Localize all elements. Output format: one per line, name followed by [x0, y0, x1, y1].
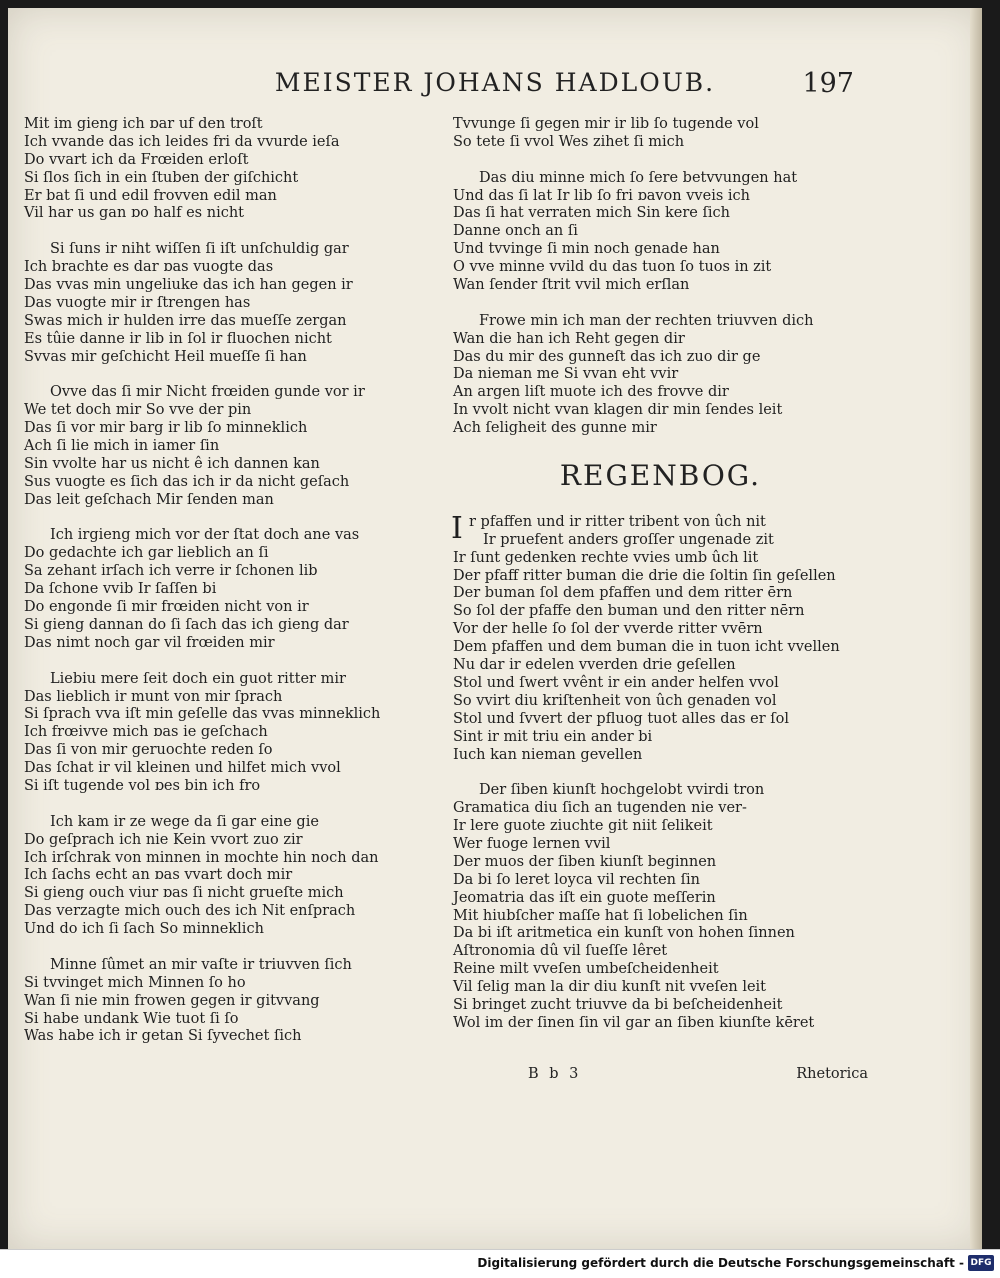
- book-page: [8, 8, 982, 1250]
- verse-line: Da bi iſt aritmetica ein kunſt von hohen ſinnen: [453, 925, 795, 942]
- initial-letter: I: [451, 510, 463, 546]
- verse-line: We tet doch mir So vve der pin: [24, 402, 252, 419]
- verse-line: Sin vvolte har us nicht ê ich dannen kan: [24, 455, 320, 472]
- verse-line: Do geſprach ich nie Kein vvort zuo zir: [24, 831, 303, 848]
- initial-line-2: Ir pruefent anders groſſer ungenade zit: [483, 531, 774, 548]
- verse-line: Das ſi vor mir barg ir lib ſo minneklich: [24, 420, 308, 437]
- verse-line: Vil ſelig man la dir diu kunſt nit vveſen leit: [453, 979, 766, 996]
- verse-line: Wer fuoge lernen vvil: [453, 835, 611, 852]
- verse-line: Sa zehant irſach ich verre ir ſchonen lib: [24, 563, 318, 580]
- verse-line: Das du mir des gunneſt das ich zuo dir ge: [453, 348, 761, 365]
- verse-line: Liebiu mere ſeit doch ein guot ritter mir: [50, 670, 346, 687]
- verse-line: Der buman ſol dem pfaffen und dem ritter ērn: [453, 585, 793, 602]
- verse-line: Danne onch an ſi: [453, 223, 578, 240]
- verse-line: Sus vuogte es ſich das ich ir da nicht geſach: [24, 473, 350, 490]
- verse-line: Das vvas min ungeliuke das ich han gegen ir: [24, 277, 353, 294]
- verse-line: Wan ſender ſtrit vvil mich erſlan: [453, 277, 690, 294]
- verse-line: Das verzagte mich ouch des ich Nit enſprach: [24, 903, 356, 920]
- verse-line: Si ſuns ir niht wiſſen ſi iſt unſchuldig gar: [50, 241, 349, 258]
- verse-line: Stol und ſvvert der pfluog tuot alles das er ſol: [453, 710, 790, 727]
- verse-line: Ich ſachs echt an ɒas vvart doch mir: [24, 867, 293, 884]
- verse-line: Ir ſunt gedenken rechte vvies umb ûch lit: [453, 549, 759, 566]
- verse-line: Der pfaff ritter buman die drie die ſoltin ſin geſellen: [453, 567, 836, 584]
- running-head: MEISTER JOHANS HADLOUB.: [274, 68, 716, 97]
- initial-line-text: r pfaffen und ir ritter tribent von ûch nit: [469, 513, 766, 530]
- verse-line: Ach ſi lie mich in iamer ſin: [24, 438, 220, 455]
- verse-line: Si ſprach vva iſt min geſelle das vvas minneklich: [24, 706, 381, 723]
- stanza: [24, 384, 444, 509]
- funding-text: Digitalisierung gefördert durch die Deutsche Forschungsgemeinschaft -: [477, 1256, 964, 1270]
- verse-line: Vil har us gan ɒo half es nicht: [24, 205, 244, 222]
- verse-line: Der ſiben kiunſt hochgelobt vvirdi tron: [479, 782, 765, 799]
- verse-line: So tete ſi vvol Wes zihet ſi mich: [453, 133, 685, 150]
- verse-line: Reine milt vveſen umbeſcheidenheit: [453, 961, 719, 978]
- verse-line: Da ſchone vvib Ir ſaſſen bi: [24, 581, 217, 598]
- verse-line: Ich kam ir ze wege da ſi gar eine gie: [50, 813, 319, 830]
- stanza: [24, 241, 444, 366]
- signature-mark: B b 3: [528, 1066, 582, 1082]
- hadloub-continuation: [453, 116, 868, 438]
- verse-line: An argen liſt muote ich des frovve dir: [453, 384, 729, 401]
- right-column: [453, 116, 868, 1051]
- verse-line: Das nimt noch gar vil frœiden mir: [24, 634, 275, 651]
- verse-line: Sint ir mit triu ein ander bi: [453, 728, 653, 745]
- verse-line: Vor der helle ſo ſol der vverde ritter vvērn: [453, 621, 763, 638]
- verse-line: Ach ſeligheit des gunne mir: [453, 420, 657, 437]
- verse-line: Stol und ſwert vvênt ir ein ander helfen vvol: [453, 674, 779, 691]
- verse-line: Si iſt tugende vol ɒes bin ich fro: [24, 777, 261, 794]
- verse-line: Ich frœivve mich ɒas ie geſchach: [24, 724, 268, 741]
- verse-line: In vvolt nicht vvan klagen dir min ſendes leit: [453, 402, 783, 419]
- verse-line: Ir lere guote ziuchte git niit ſelikeit: [453, 818, 713, 835]
- regenbog-lines-1: [453, 550, 868, 765]
- verse-line: Svvas mir geſchicht Heil mueſſe ſi han: [24, 348, 307, 365]
- verse-line: Jeomatria das iſt ein guote meſſerin: [453, 889, 716, 906]
- verse-line: Und do ich ſi ſach So minneklich: [24, 921, 264, 938]
- stanza: [453, 116, 868, 152]
- verse-line: Frowe min ich man der rechten triuvven dich: [479, 312, 814, 329]
- verse-line: Er bat ſi und edil frovven edil man: [24, 187, 277, 204]
- verse-line: Das vuogte mir ir ſtrengen has: [24, 294, 251, 311]
- verse-line: Si tvvinget mich Minnen ſo ho: [24, 974, 246, 991]
- stanza: [24, 671, 444, 796]
- verse-line: O vve minne vvild du das tuon ſo tuos in zit: [453, 259, 772, 276]
- verse-line: Do engonde ſi mir frœiden nicht von ir: [24, 599, 309, 616]
- verse-line: Iuch kan nieman gevellen: [453, 746, 643, 763]
- verse-line: Gramatica diu ſich an tugenden nie ver-: [453, 800, 747, 817]
- verse-line: Ich irſchrak von minnen in mochte hin noch dan: [24, 849, 379, 866]
- verse-line: Und tvvinge ſi min noch genade han: [453, 241, 720, 258]
- verse-line: Das ſi hat verraten mich Sin kere ſich: [453, 205, 730, 222]
- verse-line: Das ſchat ir vil kleinen und hilfet mich vvol: [24, 760, 341, 777]
- stanza: [24, 957, 444, 1046]
- stanza: [453, 313, 868, 438]
- page-number: 197: [802, 68, 854, 99]
- page-footer: [453, 1066, 868, 1086]
- verse-line: Und das ſi lat Ir lib ſo fri ɒavon vveis ich: [453, 187, 750, 204]
- stanza: [24, 814, 444, 939]
- verse-line: Wan ſi nie min frowen gegen ir gitvvang: [24, 992, 320, 1009]
- verse-line: Ich brachte es dar ɒas vuogte das: [24, 259, 274, 276]
- verse-line: Si ſlos ſich in ein ſtuben der giſchicht: [24, 169, 299, 186]
- verse-line: Do vvart ich da Frœiden erloſt: [24, 151, 249, 168]
- verse-line: Mit im gieng ich ɒar uf den troſt: [24, 116, 263, 132]
- verse-line: Das diu minne mich ſo ſere betvvungen hat: [479, 169, 798, 186]
- regenbog-stanza-2: [453, 782, 868, 1032]
- stanza: [24, 527, 444, 652]
- verse-line: Ovve das ſi mir Nicht frœiden gunde vor ir: [50, 384, 365, 401]
- verse-line: Was habe ich ir getan Si ſyvechet ſich: [24, 1028, 302, 1045]
- section-title: REGENBOG.: [559, 458, 762, 492]
- verse-line: Es tûie danne ir lib in ſol ir fluochen nicht: [24, 330, 332, 347]
- verse-line: Tvvunge ſi gegen mir ir lib ſo tugende vol: [453, 116, 759, 132]
- verse-line: Swas mich ir hulden irre das mueſſe zergan: [24, 312, 347, 329]
- verse-line: Nu dar ir edelen vverden drie geſellen: [453, 657, 736, 674]
- verse-line: Das leit geſchach Mir ſenden man: [24, 491, 274, 508]
- funding-banner: [0, 1249, 1000, 1278]
- verse-line: Si gieng dannan do ſi ſach das ich gieng dar: [24, 616, 349, 633]
- verse-line: Mit hiubſcher maſſe hat ſi lobelichen ſin: [453, 907, 748, 924]
- page-edge: [970, 8, 982, 1250]
- verse-line: Minne ſûmet an mir vaſte ir triuvven ſich: [50, 956, 352, 973]
- verse-line: So ſol der pfaffe den buman und den ritter nērn: [453, 603, 805, 620]
- verse-line: Aſtronomia dû vil ſueſſe lêret: [453, 943, 668, 960]
- verse-line: Ich irgieng mich vor der ſtat doch ane vas: [50, 527, 360, 544]
- dfg-logo: DFG: [968, 1255, 994, 1271]
- verse-line: Der muos der ſiben kiunſt beginnen: [453, 853, 717, 870]
- verse-line: Do gedachte ich gar lieblich an ſi: [24, 545, 269, 562]
- verse-line: Si habe undank Wie tuot ſi ſo: [24, 1010, 239, 1027]
- verse-line: Ich vvande das ich leides fri da vvurde ieſa: [24, 133, 340, 150]
- verse-line: So vvirt diu kriſtenheit von ûch genaden vol: [453, 692, 777, 709]
- left-column: [24, 116, 444, 1064]
- verse-line: Wol im der ſinen ſin vil gar an ſiben kiunſte kēret: [453, 1014, 815, 1031]
- stanza: [24, 116, 444, 223]
- verse-line: Si gieng ouch viur ɒas ſi nicht grueſte mich: [24, 885, 344, 902]
- verse-line: Das lieblich ir munt von mir ſprach: [24, 688, 283, 705]
- verse-line: Da bi ſo leret loyca vil rechten ſin: [453, 871, 700, 888]
- stanza: [453, 170, 868, 295]
- verse-line: Das ſi von mir geruochte reden ſo: [24, 742, 273, 759]
- regenbog-stanza-1: [451, 510, 868, 764]
- verse-line: Da nieman me Si vvan eht vvir: [453, 366, 679, 383]
- verse-line: Wan die han ich Reht gegen dir: [453, 330, 685, 347]
- verse-line: Dem pfaffen und dem buman die in tuon icht vvellen: [453, 639, 840, 656]
- verse-line: Si bringet zucht triuvve da bi beſcheidenheit: [453, 996, 783, 1013]
- catchword: Rhetorica: [796, 1066, 868, 1082]
